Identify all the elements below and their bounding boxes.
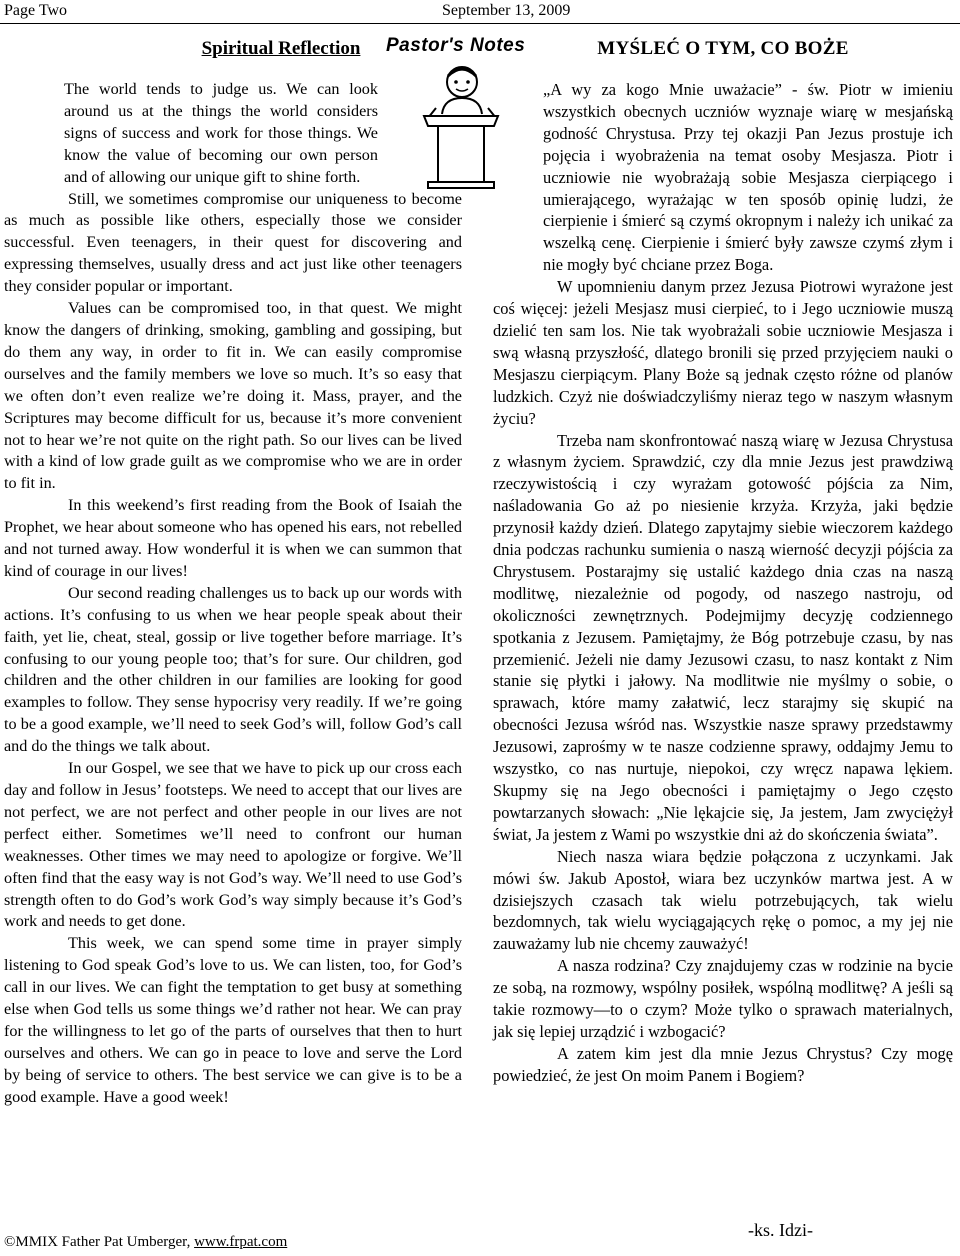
article-paragraph: In this weekend’s first reading from the Book of Isaiah the Prophet, we hear about someone who has opened his ears, not rebelled and not turned away. How wonderful it is when we can summon that kind of courage in our lives!: [4, 496, 462, 580]
article-paragraph: Niech nasza wiara będzie połączona z uczynkami. Jak mówi św. Jakub Apostoł, wiara bez uczynków martwa jest. A w dzisiejszych czasach tak wielu potrzebujących, tak wielu bezdomnych, tak wielu wyciągających rękę o pomoc, a my jej nie zauważamy lub nie chcemy zauważyć!: [493, 846, 953, 954]
page-number: Page Two: [4, 2, 68, 19]
pastors-notes-label: Pastor's Notes: [386, 35, 526, 56]
article-paragraph: Our second reading challenges us to back up our words with actions. It’s confusing to us when we hear people speak about their faith, yet lie, cheat, steal, gossip or live together before marriage. It’s confusing to our young people too; that’s for sure. Our children, god children and the other children in our families are looking for good examples to follow. They sense hypocrisy very readily. If we’re going to be a good example, we’ll need to seek God’s will, follow God’s call and do the things we talk about.: [4, 583, 462, 756]
polish-reflection-title: MYŚLEĆ O TYM, CO BOŻE: [597, 38, 849, 59]
spiritual-reflection-title: Spiritual Reflection: [201, 38, 361, 59]
polish-reflection-column: [493, 36, 953, 1087]
article-paragraph: Values can be compromised too, in that quest. We might know the dangers of drinking, smoking, gambling and gossiping, but do them any way, in order to fit in. We can easily compromise ourselves and the family members we love so much. It’s so easy that we often don’t even realize we’re doing it. Mass, prayer, and the Scriptures may become difficult for us, because it’s more convenient not to hear we’re not quite on the right path. So our lives can be lived with a kind of low grade guilt as we compromise who we are in order to fit in.: [4, 299, 462, 493]
article-paragraph: W upomnieniu danym przez Jezusa Piotrowi wyrażone jest coś więcej: jeżeli Mesjasz musi cierpieć, to i Jego uczniowie muszą dzielić ten sam los. Nie tak wyobrażali sobie uczniowie Mesjasza i swą własną przyszłość, dlatego bronili się przed przyjęciem nauki o Mesjaszu cierpiącym. Plany Boże są jednak często różne od planów ludzkich. Czyż nie doświadczyliśmy nieraz tego w naszym własnym życiu?: [493, 277, 953, 428]
author-signature: -ks. Idzi-: [748, 1220, 813, 1240]
article-paragraph: Trzeba nam skonfrontować naszą wiarę w Jezusa Chrystusa z własnym życiem. Sprawdzić, czy dla mnie Jezus jest prawdziwą rzeczywistością i czy wyrażam gotowość pójścia za Nim, naśladowania Go aż po niesienie krzyża. Krzyża, jaki będzie przynosił każdy dzień. Dlatego zapytajmy siebie wieczorem każdego dnia podczas rachunku sumienia o naszą wierność decyzji pójścia za Chrystusem. Postarajmy się ustalić każdego dnia czas na naszą modlitwę, niezależnie od pogody, od naszego nastroju, od okoliczności zewnętrznych. Podejmijmy decyzję codziennego spotkania z Jezusem. Pamiętajmy, że Bóg potrzebuje czasu, by nas przemienić. Jeżeli nie damy Jezusowi czasu, to nasz kontakt z Nim stanie się płytki i jałowy. Na modlitwie nie myślmy o sobie, o sprawach, które mamy załatwić, lecz starajmy się skupić na obecności Jezusa wśród nas. Wszystkie nasze sprawy przedstawmy Jezusowi, zaprośmy w te nasze codzienne sprawy, oddajmy Jemu to wszystko, co nas nurtuje, niepokoi, czy wręcz napawa lękiem. Skupmy się na Jego obecności i pamiętajmy o Jego często powtarzanych słowach: „Nie lękajcie się, Ja jestem, Jam zwyciężył świat, Ja jestem z Wami po wszystkie dni aż do skończenia świata”.: [493, 430, 953, 844]
article-paragraph: „A wy za kogo Mnie uważacie” - św. Piotr w imieniu wszystkich obecnych uczniów wyznaje wiarę w mesjańską godność Chrystusa. Przy tej okazji Pan Jezus prostuje ich pojęcia i wyobrażenia na temat osoby Mesjasza. Piotr i uczniowie nie wyobrażają sobie Mesjasza cierpiącego i umierającego, wyrażając w ten sposób opinię ludzi, że cierpienie i śmierć są czymś okropnym i należy ich unikać za wszelką cenę. Cierpienie i śmierć były zawsze czymś złym i nie mogły być chciane przez Boga.: [543, 80, 953, 275]
copyright-line: [4, 1234, 287, 1251]
issue-date: September 13, 2009: [442, 2, 571, 19]
page-header: [0, 0, 960, 24]
copyright-text: ©MMIX Father Pat Umberger,: [4, 1234, 195, 1250]
article-paragraph: A nasza rodzina? Czy znajdujemy czas w rodzinie na bycie ze sobą, na rozmowy, wspólny posiłek, wspólną modlitwę? A jeśli są takie rozmowy—to o czym? Może tylko o sprawach materialnych, jak się lepiej urządzić i wzbogacić?: [493, 956, 953, 1041]
article-paragraph: A zatem kim jest dla mnie Jezus Chrystus? Czy mogę powiedzieć, że jest On moim Panem i Bogiem?: [493, 1043, 953, 1085]
article-paragraph: The world tends to judge us. We can look around us at the things the world considers signs of success and work for those things. We know the value of becoming our own person and of allowing our unique gift to shine forth.: [64, 80, 378, 186]
article-paragraph: In our Gospel, we see that we have to pick up our cross each day and follow in Jesus’ footsteps. We need to accept that our lives are not perfect, we are not perfect and other people in our lives are not perfect either. Sometimes we’ll need to confront our human weaknesses. Other times we may need to apologize or forgive. We’ll often find that the easy way is not God’s way. We’ll need to use God’s strength often to do God’s work God’s way simply because it’s God’s work and needs to get done.: [4, 759, 462, 931]
article-paragraph: Still, we sometimes compromise our uniqueness to become as much as possible like others, especially those we consider successful. Even teenagers, in their quest for discovering and expressing themselves, usually dress and act just like other teenagers they consider popular or important.: [4, 189, 462, 296]
article-paragraph: This week, we can spend some time in prayer simply listening to God speak God’s love to us. We can listen, too, for God’s call in our lives. We can fight the temptation to get busy at something else when God tells us some things we’d rather not hear. We can pray for the willingness to let go of the parts of ourselves that then to hurt ourselves and others. We can go in peace to love and serve the Lord by being of service to others. The best service we can give is to be a good example. Have a good week!: [4, 934, 462, 1106]
frpat-link[interactable]: www.frpat.com: [194, 1234, 288, 1250]
spiritual-reflection-column: [4, 36, 462, 1109]
